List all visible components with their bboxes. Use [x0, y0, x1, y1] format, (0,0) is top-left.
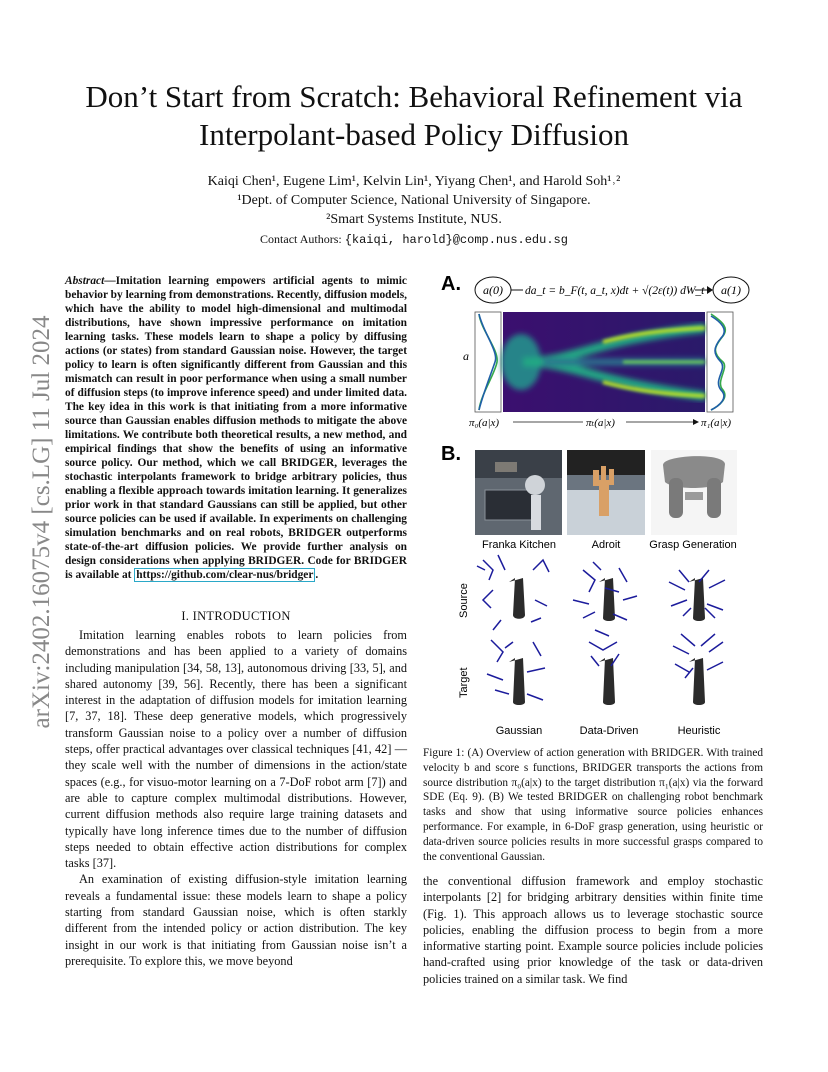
paper-title: Don’t Start from Scratch: Behavioral Refinement via Interpolant-based Policy Diffusion	[85, 79, 743, 152]
right-paragraph: the conventional diffusion framework and employ stochastic interpolants [2] for bridging arbitrary densities within finite time (Fig. 1). This approach allows us to leverage stochastic source policies, enabling the diffusion process to begin from a more informative starting point. Example source policies include policies hand-crafted using prior knowledge of the task or data-driven policies trained on a similar task. We find	[423, 874, 763, 986]
abstract-label: Abstract	[65, 275, 105, 287]
affiliation-1: ¹Dept. of Computer Science, National University of Singapore.	[237, 193, 591, 208]
adroit-image	[567, 450, 645, 535]
pit-label: πₜ(a|x)	[586, 417, 615, 429]
author-block	[60, 172, 768, 229]
franka-kitchen-image	[475, 450, 562, 535]
row-label-source: Source	[458, 583, 470, 618]
pi-arrow-icon	[693, 419, 699, 425]
a0-label: a(0)	[483, 283, 503, 297]
intro-paragraph-1: Imitation learning enables robots to learn policies from demonstrations and has been applied to a variety of domains including manipulation [34, 58, 13], autonomous driving [33, 5], and shared autonomy [39, 56]. Recently, there has been a significant interest in the adaptation of diffusion models for imitation learning [7, 37, 18]. These deep generative models, which progressively transform Gaussian noise to a policy over a number of diffusion steps, offer practical advantages over classical techniques [41, 42] — they scale well with the number of dimensions in the action/state spaces (e.g., for visuo-motor learning on a 7-DoF robot arm [7]) and are able to capture complex multimodal distributions. However, current diffusion methods also require large training datasets and typically have long inference times due to the number of diffusion steps needed to obtain effective action distributions for complex tasks [37].	[65, 628, 407, 871]
code-link[interactable]: https://github.com/clear-nus/bridger	[136, 569, 314, 581]
grasp-source-heuristic	[669, 570, 725, 621]
source-label-heuristic: Heuristic	[677, 725, 721, 737]
pi1-label: π₁(a|x)	[701, 417, 732, 429]
source-label-datadriven: Data-Driven	[579, 725, 639, 737]
panel-b-label: B.	[441, 443, 461, 465]
a1-label: a(1)	[721, 283, 741, 297]
figure-1	[423, 270, 768, 740]
grasp-target-datadriven	[589, 630, 619, 705]
arrow-head-icon	[707, 286, 713, 294]
author-list: Kaiqi Chen¹, Eugene Lim¹, Kelvin Lin¹, Yiyang Chen¹, and Harold Soh¹˒²	[207, 174, 621, 189]
arxiv-stamp	[28, 292, 55, 752]
contact-label: Contact Authors:	[260, 232, 345, 246]
contact-email: {kaiqi, harold}@comp.nus.edu.sg	[344, 233, 568, 247]
sde-equation: da_t = b_F(t, a_t, x)dt + √(2ε(t)) dW_t	[525, 285, 705, 297]
grasp-source-datadriven	[573, 562, 637, 621]
pi0-label: π₀(a|x)	[469, 417, 500, 429]
intro-text	[65, 627, 407, 969]
y-axis-label: a	[463, 349, 469, 363]
task-label-franka: Franka Kitchen	[482, 539, 556, 551]
affiliation-2: ²Smart Systems Institute, NUS.	[326, 212, 502, 227]
section-heading: I. INTRODUCTION	[181, 609, 291, 623]
intro-paragraph-2: An examination of existing diffusion-style imitation learning reveals a fundamental issue: these models learn to shape a policy starting from standard Gaussian noise, which is often starkly different from the intended policy or action distribution. The key insight in our work is that initiating from Gaussian noise isn’t a prerequisite. To explore this, we move beyond	[65, 872, 407, 968]
task-label-adroit: Adroit	[591, 539, 621, 551]
right-column-text	[423, 873, 763, 987]
grasp-generation-image	[651, 450, 737, 535]
panel-a-label: A.	[441, 273, 461, 295]
contact-line	[60, 232, 768, 247]
row-label-target: Target	[458, 667, 470, 698]
source-label-gaussian: Gaussian	[495, 725, 543, 737]
grasp-target-gaussian	[487, 640, 545, 705]
figure-caption: Figure 1: (A) Overview of action generation with BRIDGER. With trained velocity b and score s functions, BRIDGER transports the actions from source distribution π₀(a|x) to the target distribution π₁(a|x) via the forward SDE (Eq. 9). (B) We tested BRIDGER on challenging robot benchmark tasks and show that using informative source policies enhances performance. For example, in 6-DoF grasp generation, using heuristic or data-driven source policies results in more successful grasps compared to the conventional Gaussian.	[423, 747, 763, 863]
grasp-source-gaussian	[477, 555, 549, 630]
grasp-target-heuristic	[673, 634, 723, 705]
task-label-grasp: Grasp Generation	[649, 539, 737, 551]
abstract-text: —Imitation learning empowers artificial agents to mimic behavior by learning from demonstrations. Recently, diffusion models, which have the ability to model high-dimensional and multimodal distributions, have shown impressive performance on imitation learning tasks. These models learn to shape a policy by diffusing actions (or states) from standard Gaussian noise. However, the target policy to learn is often significantly different from Gaussian and this mismatch can result in poor performance when using a small number of diffusion steps (to improve inference speed) and under limited data. The key idea in this work is that initiating from a more informative source than Gaussian enables diffusion methods to mitigate the above limitations. We contribute both theoretical results, a new method, and empirical findings that show the benefits of using an informative source policy. Our method, which we call BRIDGER, leverages the stochastic interpolants framework to bridge arbitrary policies, thus enabling a flexible approach towards imitation learning. It generalizes prior work in that standard Gaussians can still be applied, but other source policies can be used if available. In experiments on challenging simulation benchmarks and on real robots, BRIDGER outperforms state-of-the-art diffusion policies. We provide further analysis on design considerations when applying BRIDGER. Code for BRIDGER is available at	[65, 275, 407, 581]
abstract: Abstract—Imitation learning empowers artificial agents to mimic behavior by learning from demonstrations. Recently, diffusion models, which have the ability to model high-dimensional and multimodal distributions, have shown impressive performance on imitation learning tasks. These models learn to shape a policy by diffusing actions (or states) from standard Gaussian noise. However, the target policy to learn is often significantly different from Gaussian and this mismatch can result in poor performance when using a small number of diffusion steps (to improve inference speed) and under limited data. The key idea in this work is that initiating from a more informative source than Gaussian enables diffusion methods to mitigate the above limitations. We contribute both theoretical results, a new method, and empirical findings that show the benefits of using an informative source policy. Our method, which we call BRIDGER, leverages the stochastic interpolants framework to bridge arbitrary policies, thus enabling a flexible approach towards imitation learning. It generalizes prior work in that standard Gaussians can still be applied, but other source policies can be used if available. In experiments on challenging simulation benchmarks and on real robots, BRIDGER outperforms state-of-the-art diffusion policies. We provide further analysis on design considerations when applying BRIDGER. Code for BRIDGER is available at https://github.com/clear-nus/bridger .	[65, 275, 407, 581]
arxiv-id: arXiv:2402.16075v4 [cs.LG] 11 Jul 2024	[28, 315, 55, 729]
